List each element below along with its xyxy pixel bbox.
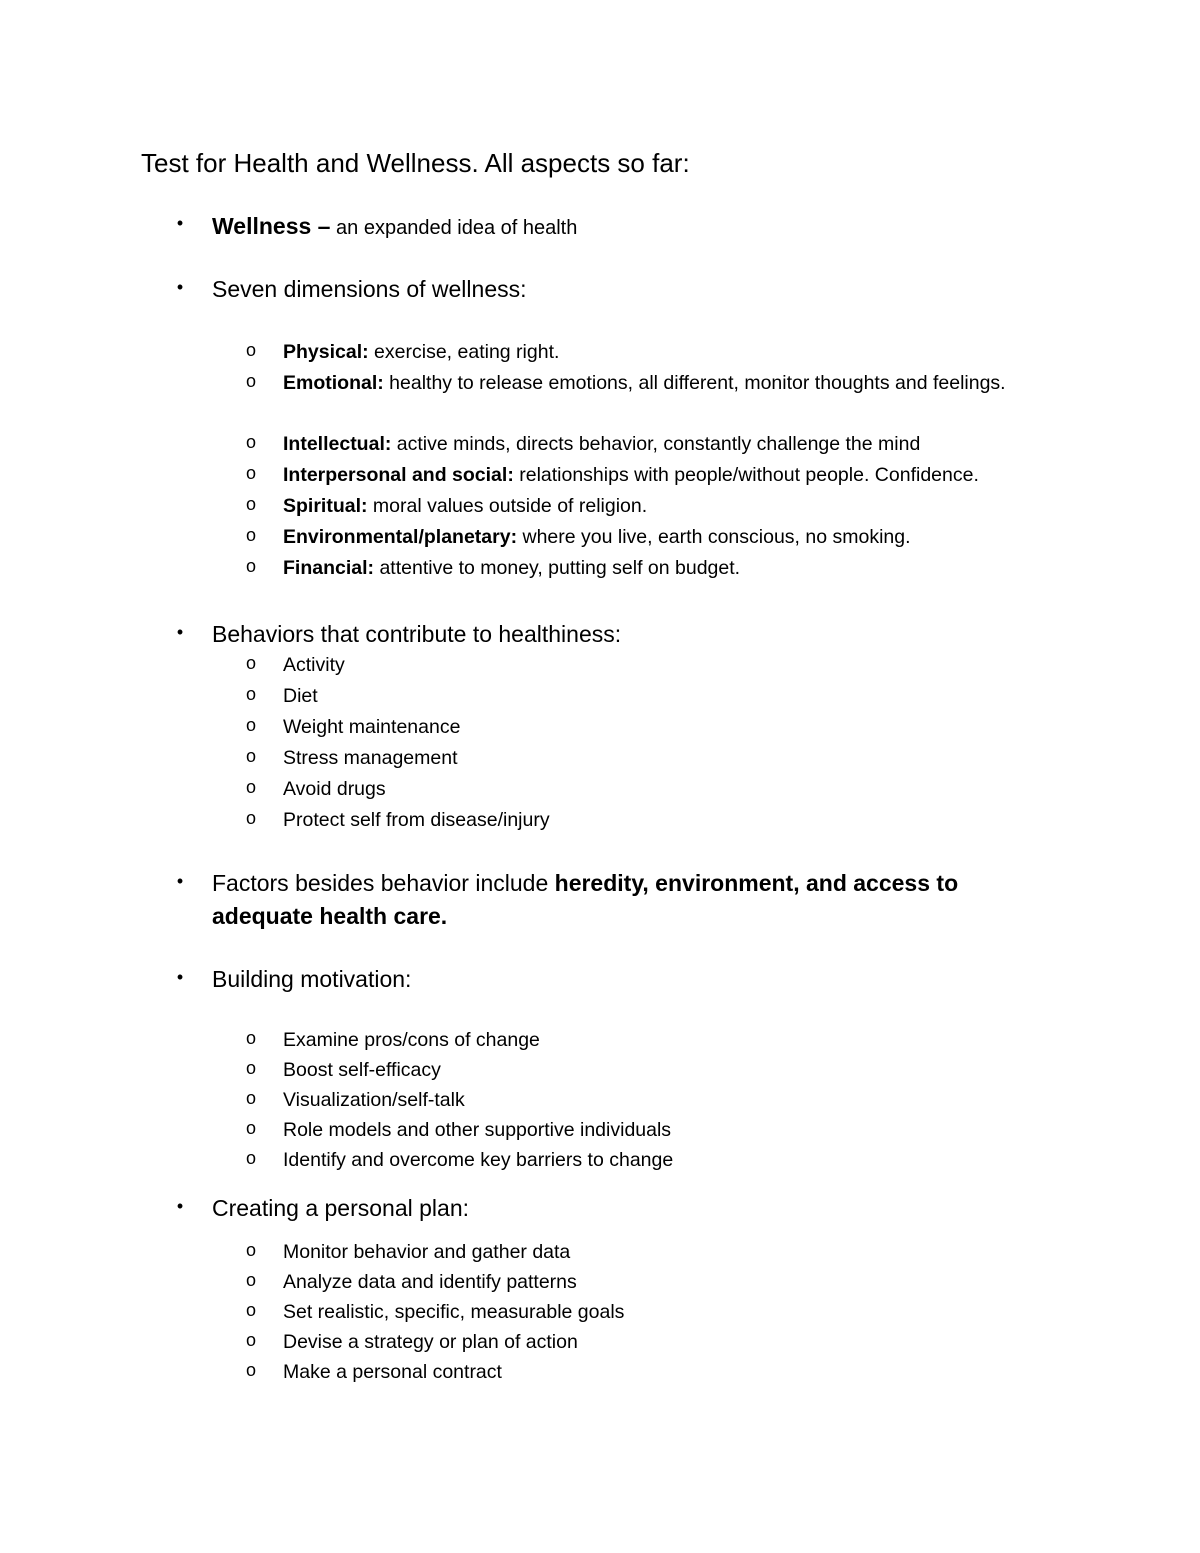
sub-bullet: o xyxy=(246,1118,257,1138)
sub-bullet: o xyxy=(246,371,257,391)
dimension-text: relationships with people/without people. Confidence. xyxy=(513,464,979,486)
plan-item: Devise a strategy or plan of action xyxy=(283,1331,578,1353)
plan-item: Analyze data and identify patterns xyxy=(283,1271,577,1293)
sub-bullet: o xyxy=(246,1330,257,1350)
document-title: Test for Health and Wellness. All aspects so far: xyxy=(141,148,690,178)
sub-bullet: o xyxy=(246,556,257,576)
bullet: • xyxy=(176,871,184,891)
bullet: • xyxy=(176,277,184,297)
sub-bullet: o xyxy=(246,653,257,673)
behavior-item: Activity xyxy=(283,654,345,676)
bullet: • xyxy=(176,967,184,987)
dimension-term: Physical: xyxy=(283,341,369,363)
sub-bullet: o xyxy=(246,1360,257,1380)
plan-heading: Creating a personal plan: xyxy=(212,1195,469,1221)
behavior-item: Diet xyxy=(283,685,318,707)
wellness-definition-text: an expanded idea of health xyxy=(330,217,578,239)
factors-text xyxy=(212,867,1032,933)
behaviors-heading: Behaviors that contribute to healthiness: xyxy=(212,621,622,647)
sub-bullet: o xyxy=(246,463,257,483)
behavior-item: Protect self from disease/injury xyxy=(283,809,550,831)
wellness-term: Wellness – xyxy=(212,213,331,239)
motivation-item: Identify and overcome key barriers to change xyxy=(283,1149,674,1171)
dimension-item xyxy=(283,337,1083,367)
dimension-text: healthy to release emotions, all different, monitor thoughts and feelings. xyxy=(383,372,1006,394)
sub-bullet: o xyxy=(246,746,257,766)
dimension-text: exercise, eating right. xyxy=(368,341,560,363)
dimension-item xyxy=(283,368,1023,398)
sub-bullet: o xyxy=(246,777,257,797)
sub-bullet: o xyxy=(246,1088,257,1108)
dimension-text: attentive to money, putting self on budget. xyxy=(374,557,741,579)
dimensions-heading: Seven dimensions of wellness: xyxy=(212,276,527,302)
dimension-text: moral values outside of religion. xyxy=(367,495,648,517)
sub-bullet: o xyxy=(246,494,257,514)
sub-bullet: o xyxy=(246,715,257,735)
sub-bullet: o xyxy=(246,1058,257,1078)
dimension-term: Interpersonal and social: xyxy=(283,464,514,486)
dimension-term: Spiritual: xyxy=(283,495,368,517)
wellness-definition xyxy=(212,210,1072,245)
bullet: • xyxy=(176,213,184,233)
dimension-text: where you live, earth conscious, no smoking. xyxy=(517,526,911,548)
dimension-item xyxy=(283,460,1083,490)
plan-item: Set realistic, specific, measurable goals xyxy=(283,1301,625,1323)
motivation-item: Examine pros/cons of change xyxy=(283,1029,540,1051)
sub-bullet: o xyxy=(246,1270,257,1290)
dimension-item xyxy=(283,491,1083,521)
sub-bullet: o xyxy=(246,1240,257,1260)
sub-bullet: o xyxy=(246,808,257,828)
factors-lead: Factors besides behavior include xyxy=(212,870,555,896)
plan-item: Make a personal contract xyxy=(283,1361,502,1383)
sub-bullet: o xyxy=(246,525,257,545)
bullet: • xyxy=(176,622,184,642)
plan-item: Monitor behavior and gather data xyxy=(283,1241,571,1263)
dimension-term: Intellectual: xyxy=(283,433,392,455)
dimension-term: Environmental/planetary: xyxy=(283,526,518,548)
dimension-item xyxy=(283,522,1083,552)
dimension-text: active minds, directs behavior, constantly challenge the mind xyxy=(391,433,921,455)
sub-bullet: o xyxy=(246,432,257,452)
behavior-item: Stress management xyxy=(283,747,458,769)
motivation-item: Boost self-efficacy xyxy=(283,1059,441,1081)
dimension-item xyxy=(283,553,1083,583)
dimension-term: Financial: xyxy=(283,557,375,579)
sub-bullet: o xyxy=(246,684,257,704)
behavior-item: Avoid drugs xyxy=(283,778,386,800)
sub-bullet: o xyxy=(246,1028,257,1048)
motivation-heading: Building motivation: xyxy=(212,966,412,992)
factors-bold: heredity, environment, and access to adequate health care. xyxy=(212,870,959,929)
dimension-item xyxy=(283,429,1083,459)
sub-bullet: o xyxy=(246,1148,257,1168)
bullet: • xyxy=(176,1196,184,1216)
sub-bullet: o xyxy=(246,1300,257,1320)
motivation-item: Visualization/self-talk xyxy=(283,1089,465,1111)
sub-bullet: o xyxy=(246,340,257,360)
motivation-item: Role models and other supportive individuals xyxy=(283,1119,672,1141)
dimension-term: Emotional: xyxy=(283,372,384,394)
behavior-item: Weight maintenance xyxy=(283,716,461,738)
